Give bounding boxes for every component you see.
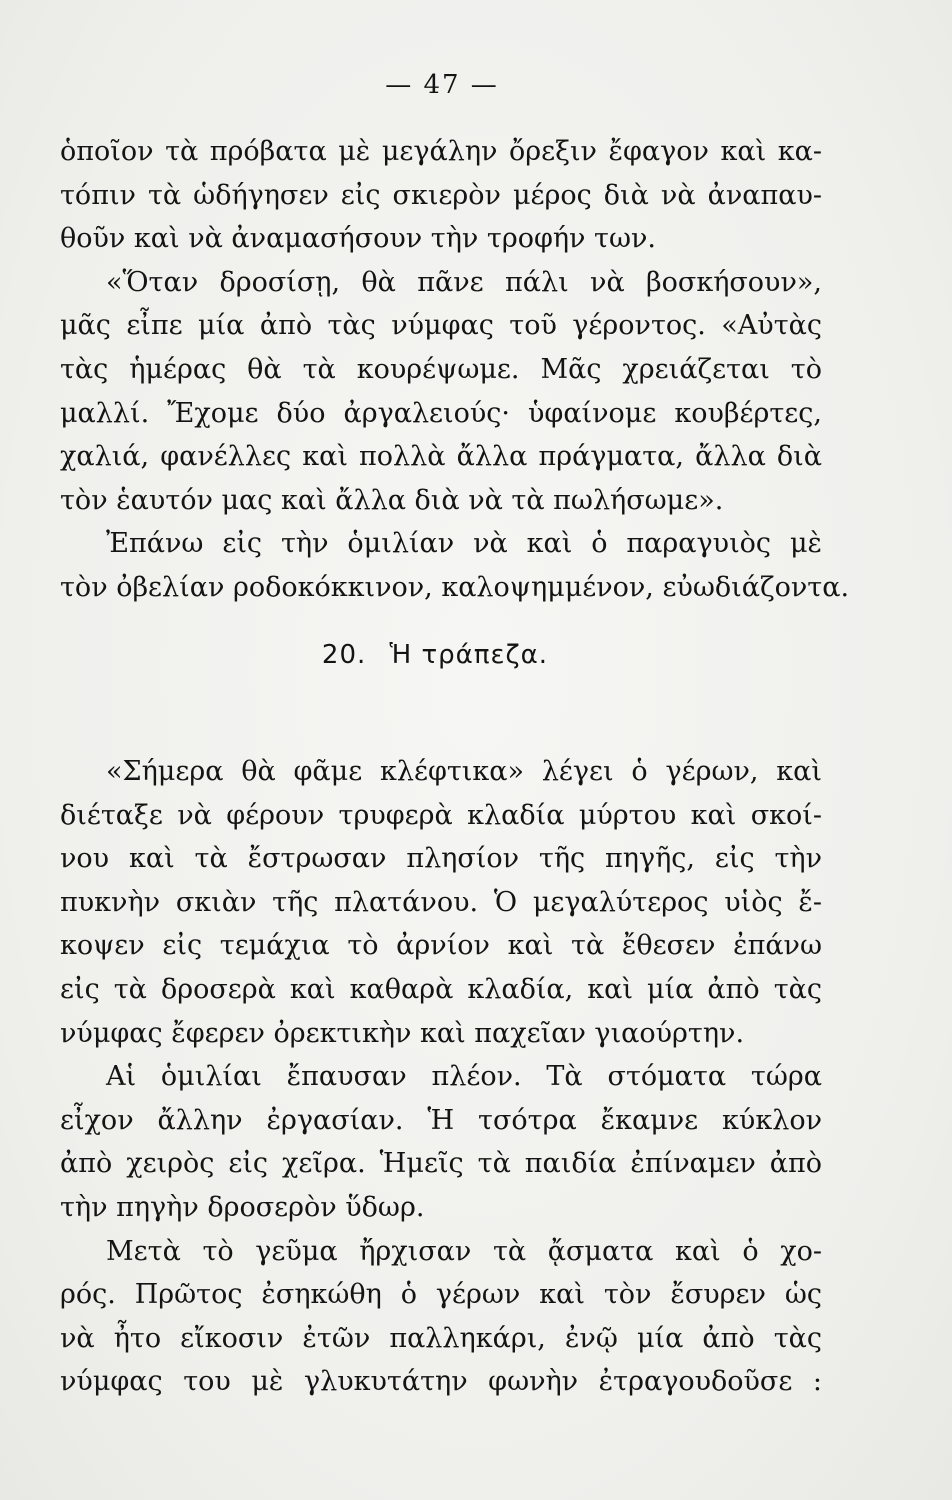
chapter-number: 20. <box>321 640 367 670</box>
text-line: Ἐπάνω εἰς τὴν ὁμιλίαν νὰ καὶ ὁ παραγυιὸς μὲ <box>106 528 822 560</box>
text-block-bottom <box>60 750 822 1404</box>
text-line: ἀπὸ χειρὸς εἰς χεῖρα. Ἡμεῖς τὰ παιδία ἐπίναμεν ἀπὸ <box>60 1148 822 1180</box>
text-line: νύμφας του μὲ γλυκυτάτην φωνὴν ἐτραγουδοῦσε : <box>60 1366 822 1398</box>
text-line: μαλλί. Ἔχομε δύο ἀργαλειούς· ὑφαίνομε κουβέρτες, <box>60 397 822 429</box>
text-line: νὰ ἦτο εἴκοσιν ἐτῶν παλληκάρι, ἐνῷ μία ἀπὸ τὰς <box>60 1322 822 1354</box>
text-line: τὸν ὀβελίαν ροδοκόκκινον, καλοψημμένον, εὐωδιάζοντα. <box>60 571 850 603</box>
chapter-title: Ἡ τράπεζα. <box>389 640 549 670</box>
text-line: «Ὅταν δροσίσῃ, θὰ πᾶνε πάλι νὰ βοσκήσουν», <box>106 266 822 298</box>
text-line: τὴν πηγὴν δροσερὸν ὕδωρ. <box>60 1191 425 1223</box>
text-line: πυκνὴν σκιὰν τῆς πλατάνου. Ὁ μεγαλύτερος υἱὸς ἔ- <box>60 886 822 918</box>
text-line: χαλιά, φανέλλες καὶ πολλὰ ἄλλα πράγματα, ἄλλα διὰ <box>60 441 822 473</box>
text-line: Αἱ ὁμιλίαι ἔπαυσαν πλέον. Τὰ στόματα τώρα <box>106 1061 822 1093</box>
text-line: ρός. Πρῶτος ἐσηκώθη ὁ γέρων καὶ τὸν ἔσυρεν ὡς <box>60 1279 822 1311</box>
chapter-heading <box>0 640 870 670</box>
text-line: διέταξε νὰ φέρουν τρυφερὰ κλαδία μύρτου καὶ σκοί- <box>60 799 822 831</box>
text-line: νύμφας ἔφερεν ὀρεκτικὴν καὶ παχεῖαν γιαούρτην. <box>60 1017 745 1049</box>
text-line: νου καὶ τὰ ἔστρωσαν πλησίον τῆς πηγῆς, εἰς τὴν <box>60 843 822 875</box>
text-line: μᾶς εἶπε μία ἀπὸ τὰς νύμφας τοῦ γέροντος. «Αὐτὰς <box>60 310 822 342</box>
text-line: κοψεν εἰς τεμάχια τὸ ἀρνίον καὶ τὰ ἔθεσεν ἐπάνω <box>60 930 822 962</box>
text-line: τὰς ἡμέρας θὰ τὰ κουρέψωμε. Μᾶς χρειάζεται τὸ <box>60 353 822 385</box>
page-number: — 47 — <box>385 70 499 100</box>
text-line: τόπιν τὰ ὡδήγησεν εἰς σκιερὸν μέρος διὰ νὰ ἀναπαυ- <box>60 179 822 211</box>
text-line: εἰς τὰ δροσερὰ καὶ καθαρὰ κλαδία, καὶ μία ἀπὸ τὰς <box>60 973 822 1005</box>
text-line: τὸν ἑαυτόν μας καὶ ἄλλα διὰ νὰ τὰ πωλήσωμε». <box>60 484 724 516</box>
text-line: Μετὰ τὸ γεῦμα ἤρχισαν τὰ ᾄσματα καὶ ὁ χο- <box>106 1235 822 1267</box>
text-line: θοῦν καὶ νὰ ἀναμασήσουν τὴν τροφήν των. <box>60 223 656 255</box>
text-line: εἶχον ἄλλην ἐργασίαν. Ἡ τσότρα ἔκαμνε κύκλον <box>60 1104 822 1136</box>
text-line: ὁποῖον τὰ πρόβατα μὲ μεγάλην ὄρεξιν ἔφαγον καὶ κα- <box>60 136 822 167</box>
text-line: «Σήμερα θὰ φᾶμε κλέφτικα» λέγει ὁ γέρων, καὶ <box>106 756 822 787</box>
text-block-top <box>60 130 850 610</box>
